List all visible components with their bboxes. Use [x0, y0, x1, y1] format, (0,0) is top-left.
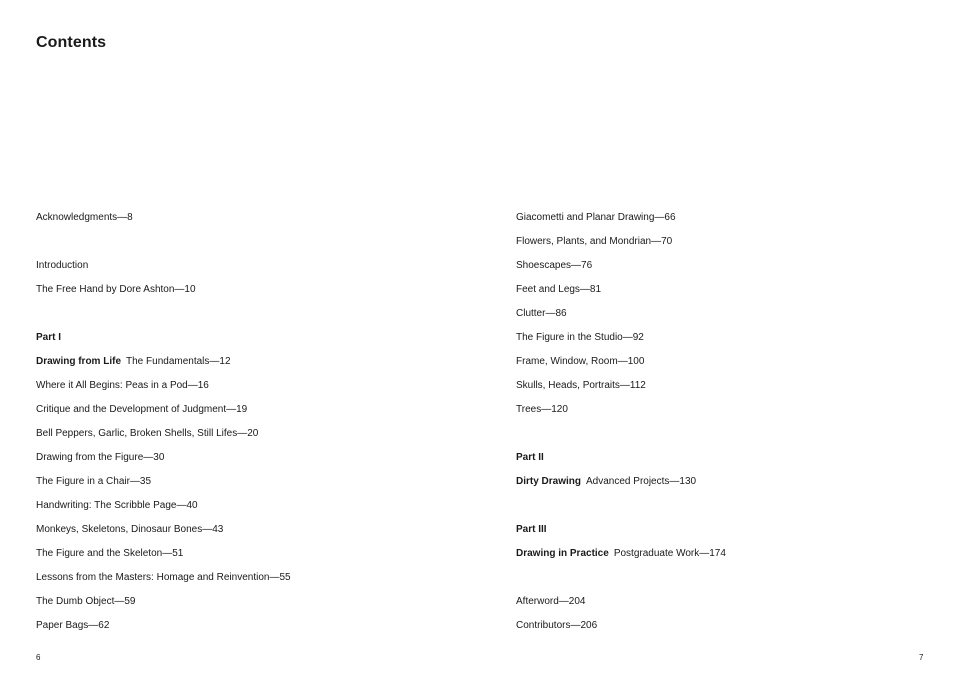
toc-entry: [36, 281, 456, 305]
toc-entry: [516, 617, 936, 641]
toc-entry: [516, 281, 936, 305]
toc-entry-text: Skulls, Heads, Portraits—112: [516, 380, 646, 391]
toc-entry: [516, 401, 936, 425]
toc-entry-text: Frame, Window, Room—100: [516, 356, 645, 367]
toc-entry: [516, 353, 936, 377]
toc-entry: [516, 329, 936, 353]
page-number-left: 6: [36, 653, 41, 662]
toc-entry-text: Part II: [516, 452, 544, 463]
toc-entry: [36, 209, 456, 233]
toc-entry-text: Lessons from the Masters: Homage and Reinvention—55: [36, 572, 291, 583]
toc-part-heading: [516, 521, 936, 545]
toc-entry: [36, 569, 456, 593]
toc-spacer: [36, 305, 456, 329]
toc-entry-text: Monkeys, Skeletons, Dinosaur Bones—43: [36, 524, 224, 535]
toc-entry: [36, 257, 456, 281]
toc-entry-text: Advanced Projects—130: [586, 476, 697, 487]
toc-entry-text: Contributors—206: [516, 620, 598, 631]
toc-entry: [36, 377, 456, 401]
toc-part-heading: [36, 329, 456, 353]
toc-entry: [516, 377, 936, 401]
toc-entry-text: Bell Peppers, Garlic, Broken Shells, Still Lifes—20: [36, 428, 259, 439]
toc-section-title: Dirty Drawing: [516, 476, 582, 487]
toc-spacer: [516, 425, 936, 449]
toc-entry: [36, 593, 456, 617]
page-title: Contents: [36, 34, 107, 51]
toc-entry-text: Giacometti and Planar Drawing—66: [516, 212, 676, 223]
contents-right-column: [516, 209, 936, 641]
toc-entry-text: The Figure in the Studio—92: [516, 332, 644, 343]
toc-entry: [36, 497, 456, 521]
toc-entry-text: Introduction: [36, 260, 89, 271]
toc-entry-text: Where it All Begins: Peas in a Pod—16: [36, 380, 209, 391]
toc-section-title: Drawing from Life: [36, 356, 122, 367]
toc-entry-text: Postgraduate Work—174: [613, 548, 726, 559]
toc-section-heading: [36, 353, 456, 377]
toc-entry-text: Clutter—86: [516, 308, 567, 319]
toc-spacer: [516, 569, 936, 593]
toc-entry: [36, 449, 456, 473]
toc-entry-text: The Figure and the Skeleton—51: [36, 548, 184, 559]
toc-entry-text: Part I: [36, 332, 62, 343]
toc-entry: [516, 593, 936, 617]
toc-entry: [516, 257, 936, 281]
toc-entry-text: Critique and the Development of Judgment—19: [36, 404, 248, 415]
toc-section-heading: [516, 473, 936, 497]
toc-entry: [36, 425, 456, 449]
toc-part-heading: [516, 449, 936, 473]
toc-entry: [36, 617, 456, 641]
toc-entry-text: Acknowledgments—8: [36, 212, 133, 223]
toc-entry: [36, 401, 456, 425]
toc-entry-text: The Figure in a Chair—35: [36, 476, 152, 487]
toc-spacer: [36, 233, 456, 257]
toc-spacer: [516, 497, 936, 521]
toc-entry: [516, 305, 936, 329]
contents-left-column: [36, 209, 456, 641]
toc-entry-text: Drawing from the Figure—30: [36, 452, 165, 463]
toc-entry-text: Feet and Legs—81: [516, 284, 602, 295]
toc-entry-text: Shoescapes—76: [516, 260, 593, 271]
toc-entry-text: The Fundamentals—12: [126, 356, 231, 367]
toc-entry-text: The Dumb Object—59: [36, 596, 136, 607]
toc-entry-text: The Free Hand by Dore Ashton—10: [36, 284, 196, 295]
toc-section-title: Drawing in Practice: [516, 548, 609, 559]
toc-entry: [36, 521, 456, 545]
toc-entry-text: Afterword—204: [516, 596, 586, 607]
toc-entry: [516, 209, 936, 233]
toc-entry-text: Handwriting: The Scribble Page—40: [36, 500, 198, 511]
toc-entry: [36, 473, 456, 497]
toc-entry-text: Paper Bags—62: [36, 620, 110, 631]
toc-entry-text: Trees—120: [516, 404, 568, 415]
page-number-right: 7: [919, 653, 924, 662]
toc-entry: [516, 233, 936, 257]
toc-entry-text: Part III: [516, 524, 547, 535]
toc-entry-text: Flowers, Plants, and Mondrian—70: [516, 236, 673, 247]
toc-entry: [36, 545, 456, 569]
toc-section-heading: [516, 545, 936, 569]
